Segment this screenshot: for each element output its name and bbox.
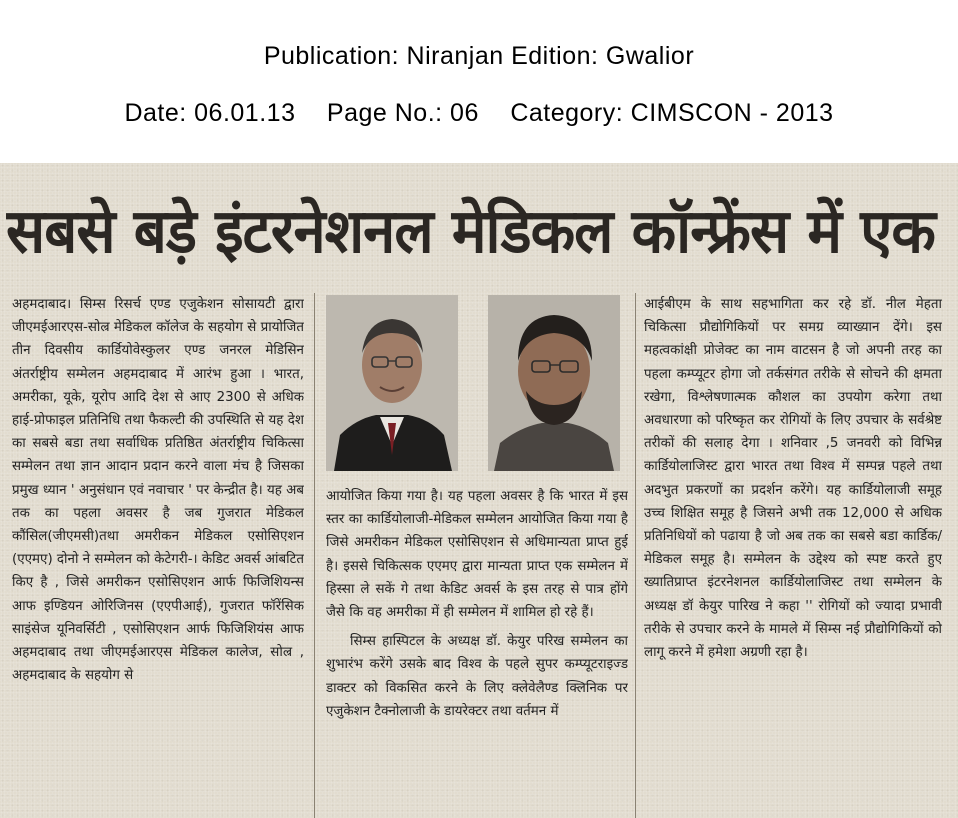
date-label: Date: 06.01.13 <box>124 99 296 127</box>
newspaper-clipping <box>0 163 958 818</box>
article-headline: सबसे बड़े इंटरनेशनल मेडिकल कॉन्फ्रेंस में एक <box>6 195 935 267</box>
article-column-2 <box>326 485 628 818</box>
column-divider <box>635 293 636 818</box>
article-column-1 <box>12 293 304 818</box>
article-paragraph: अहमदाबाद। सिम्स रिसर्च एण्ड एजुकेशन सोसायटी द्वारा जीएमईआरएस-सोल्र मेडिकल कॉलेज के सहयोग से प्रायोजित तीन दिवसीय कार्डियोवेस्कुलर एण्ड जनरल मेडिसिन अंतर्राष्ट्रीय सम्मेलन अहमदाबाद में आरंभ हुआ । भारत, अमरीका, यूके, यूरोप आदि देश से आए 2300 से अधिक हाई-प्रोफाइल प्रतिनिधि तथा फैकल्टी की उपस्थिति से यह देश का सबसे बडा तथा सर्वाधिक प्रतिष्ठित अंतर्राष्ट्रीय चिकित्सा सम्मेलन तथा ज्ञान आदान प्रदान करने वाला मंच है जिसका प्रमुख ध्यान ' अनुसंधान एवं नवाचार ' पर केन्द्रीत है। यह अब तक का पहला अवसर है जब गुजरात मेडिकल कौंसिल(जीएमसी)तथा अमरीकन मेडिकल एसोसिएशन (एएमए) दोनो ने सम्मेलन को केटेगरी-। केडिट अवर्स आंबटित किए है , जिसे अमरीकन एसोसिएशन आर्फ फिजिशियन्स आफ इण्डियन ओरिजिनस (एएपीआई), गुजरात फॉरेंसिक साइंसेज यूनिवर्सिटी , एसोसिएशन आर्फ फिजिशियंस आफ अहमदाबाद तथा जीएमईआरएस मेडिकल कालेज, सोल्र , अहमदाबाद के सहयोग से <box>12 297 304 684</box>
article-paragraph: सिम्स हास्पिटल के अध्यक्ष डॉ. केयुर परिख सम्मेलन का शुभारंभ करेंगे उसके बाद विश्व के पहले सुपर कम्प्यूटराइज्ड डाक्टर को विकसित करने के लिए क्लेवेलैण्ड क्लिनिक पर एजुकेशन टैक्नोलाजी के डायरेक्टर तथा वर्तमन में <box>326 634 628 719</box>
category-label: Category: CIMSCON - 2013 <box>510 99 834 127</box>
portrait-photo-left <box>326 295 458 471</box>
publication-line: Publication: Niranjan Edition: Gwalior <box>263 42 695 70</box>
article-paragraph: आयोजित किया गया है। यह पहला अवसर है कि भारत में इस स्तर का कार्डियोलाजी-मेडिकल सम्मेलन आयोजित किया गया है जिसे अमरीकन मेडिकल एसोसिएशन से अधिमान्यता प्राप्त हुई है। इससे चिकित्सक एएमए द्वारा मान्यता प्राप्त एक सम्मेलन में हिस्सा ले सकें गे तथा केडिट अवर्स के इस तरह से पात्र होंगे जैसे कि वह अमरीका में ही सम्मेलन में शामिल हो रहे हैं। <box>326 489 628 621</box>
column-divider <box>314 293 315 818</box>
date-page-category-line <box>0 99 958 128</box>
article-column-3 <box>644 293 942 818</box>
article-paragraph: आईबीएम के साथ सहभागिता कर रहे डॉ. नील मेहता चिकित्सा प्रौद्योगिकियों पर समग्र व्याख्यान देंगे। इस महत्वकांक्षी प्रोजेक्ट का नाम वाटसन है जो अपनी तरह का पहला कम्प्यूटर होगा जो तर्कसंगत तरीके से सोचने की क्षमता रखेगा, विश्लेषणात्मक कौशल का उपयोग करेगा तथा अवधारणा को परिष्कृत कर रोगियों के लिए उपचार के सर्वश्रेष्ट तरीकों की सलाह देगा । शनिवार ,5 जनवरी को विभिन्न कार्डियोलाजिस्ट द्वारा भारत तथा विश्व में सम्पन्न पहले तथा अदभुत प्रकरणों का प्रदर्शन करेंगे। यह कार्डियोलाजी समूह उच्च शिक्षित समूह है जिसने अभी तक 12,000 से अधिक प्रतिनिधियों को पढाया है जो अब तक का सबसे बडा कार्डिक/मेडिकल समूह है। सम्मेलन के उद्देश्य को स्पष्ट करते हुए ख्यातिप्राप्त इंटरनेशनल कार्डियोलाजिस्ट तथा सम्मेलन के अध्यक्ष डॉ केयुर पारिख ने कहा '' रोगियों को ज्यादा प्रभावी तरीके से उपचार करने के मामले में सिम्स नई प्रौद्योगिकियों को लागू करने में हमेशा अग्रणी रहा है। <box>644 297 942 661</box>
portrait-photo-right <box>488 295 620 471</box>
page-number-label: Page No.: 06 <box>326 99 479 127</box>
